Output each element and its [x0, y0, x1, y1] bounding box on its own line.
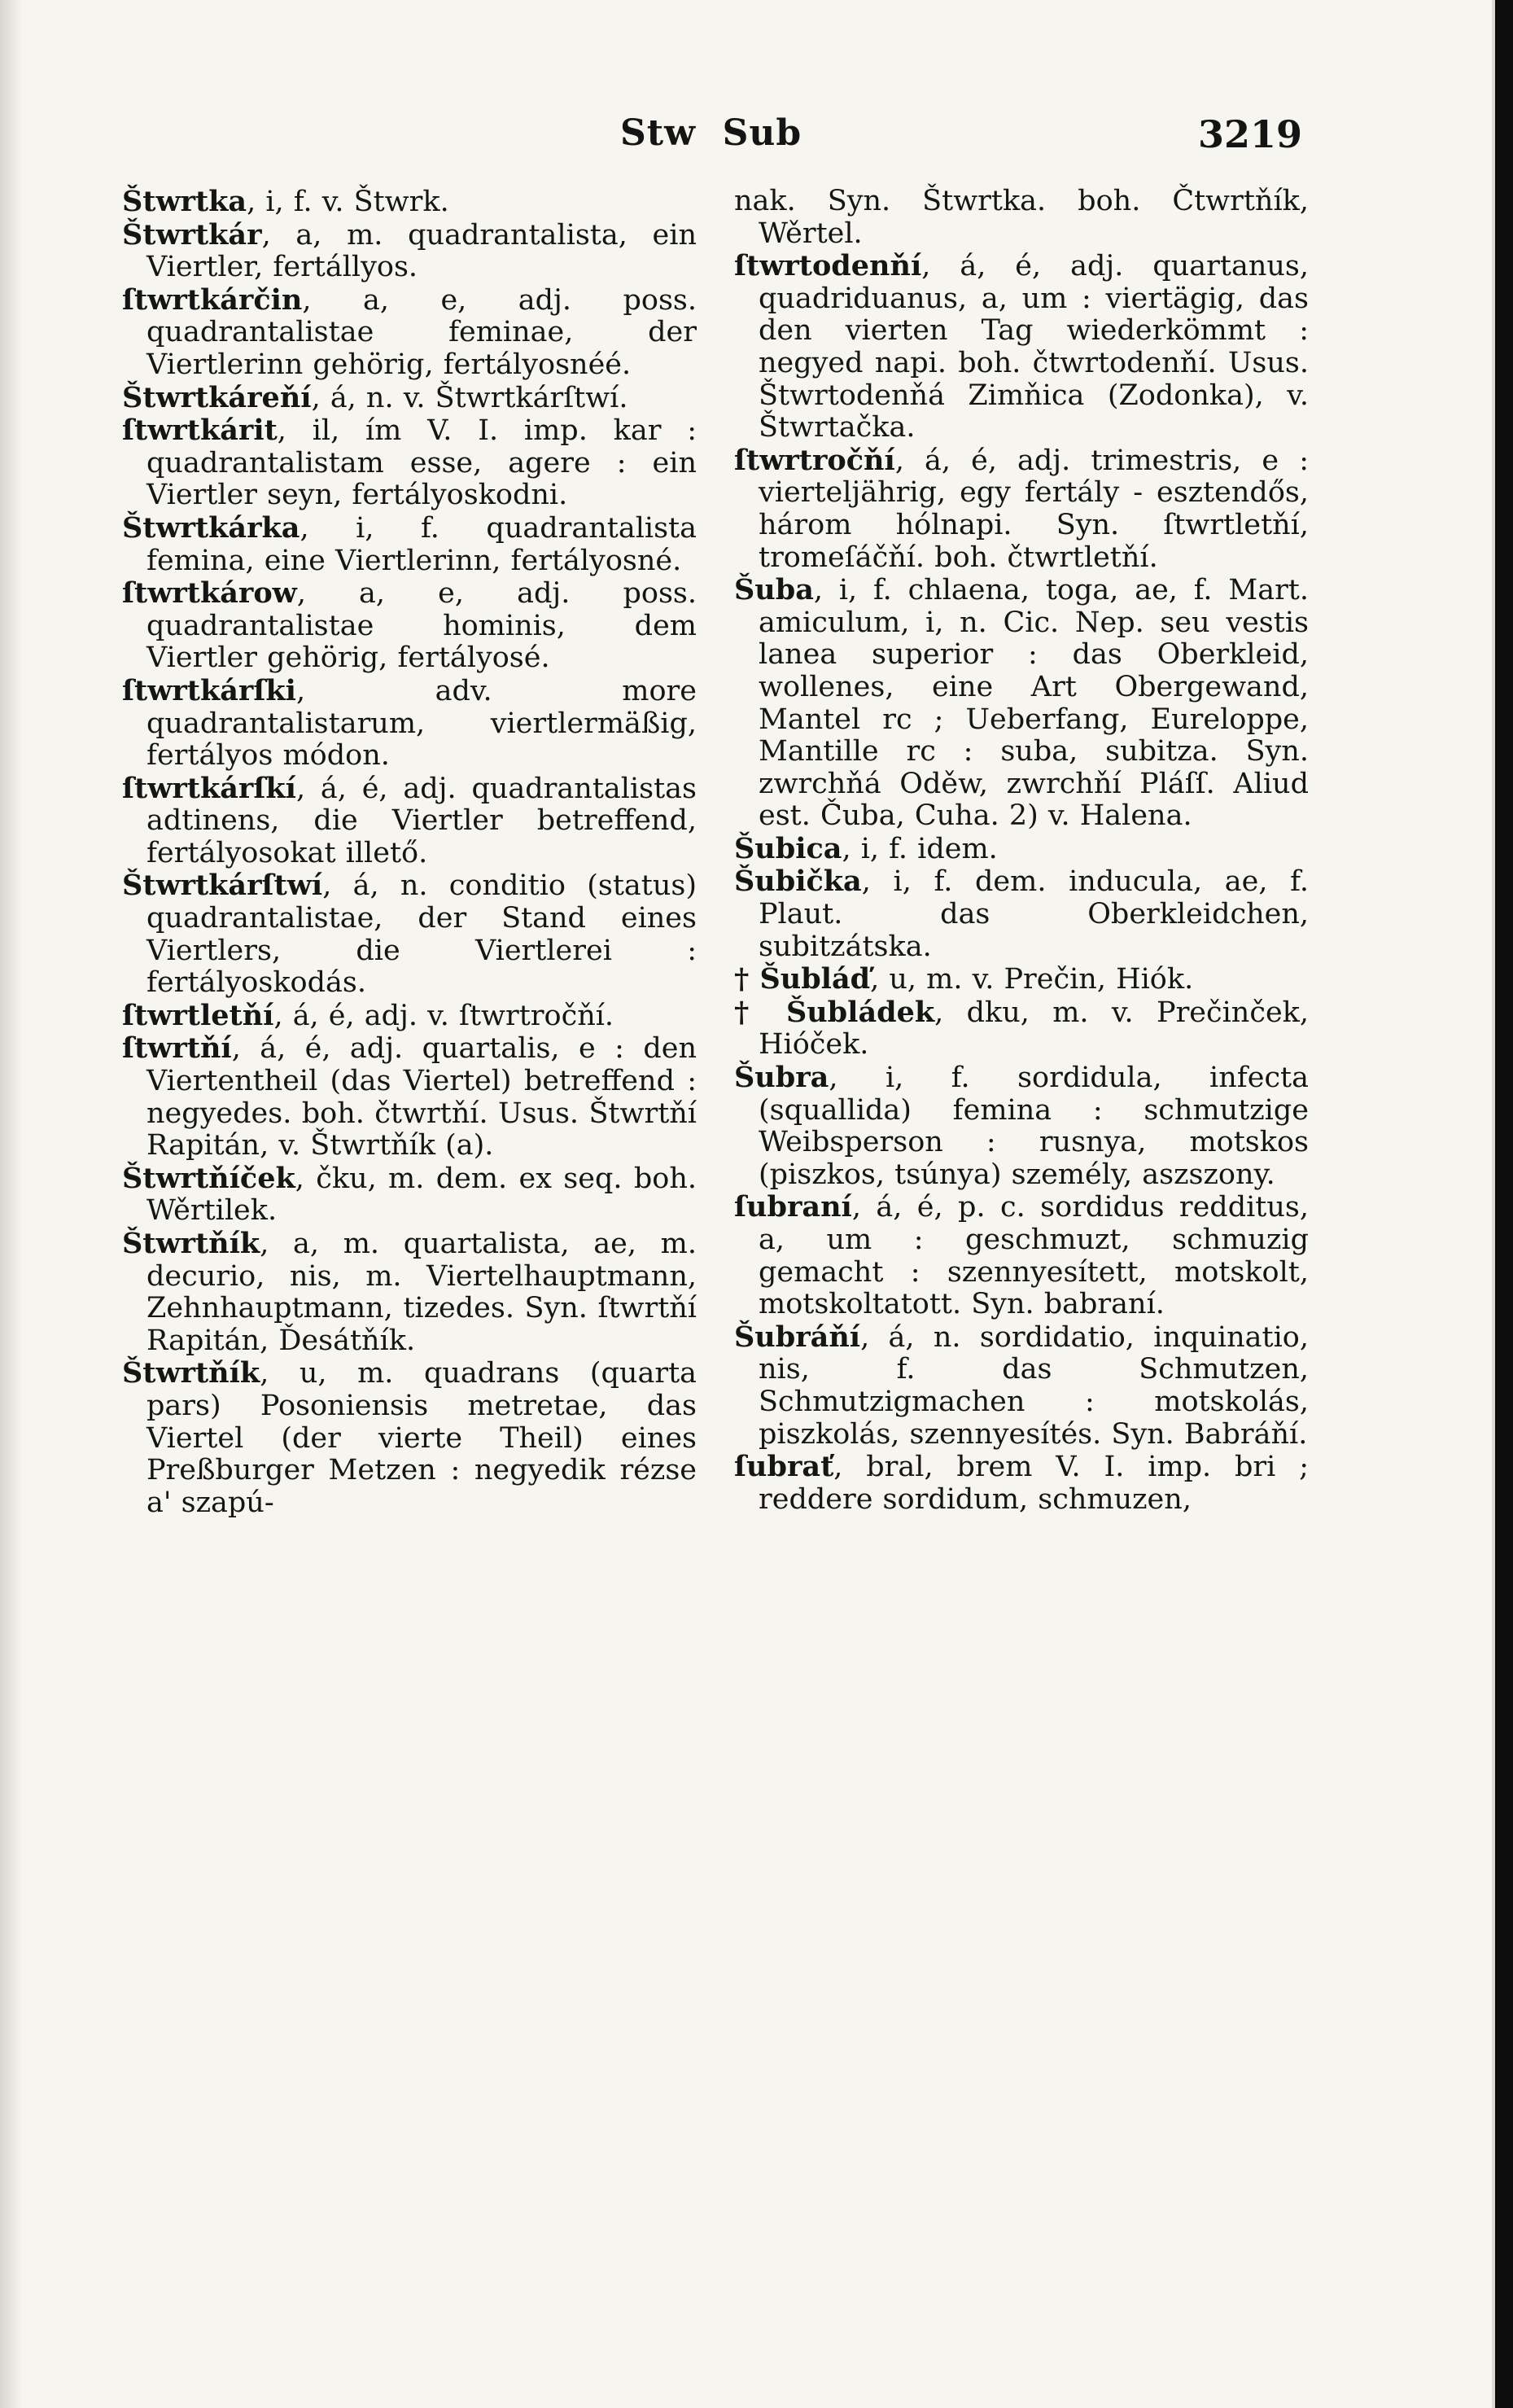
dictionary-entry [122, 284, 697, 382]
right-column [734, 186, 1309, 1516]
entry-definition: , á, n. sordidatio, inquinatio, nis, f. das Schmutzen, Schmutzigmachen : motskolás, piszkolás, szennyesítés. Syn. Babráňí. [759, 1320, 1309, 1451]
entry-headword: ſtwrtkárow [122, 576, 297, 611]
dictionary-entry [122, 414, 697, 512]
dictionary-entry [122, 1032, 697, 1162]
left-column [122, 186, 697, 1519]
entry-definition: , i, f. v. Štwrk. [247, 186, 449, 218]
entry-headword: ſtwrtodenňí [734, 249, 922, 283]
entry-definition: , á, n. conditio (status) quadrantalistae, der Stand eines Viertlers, die Viertlerei : fertályoskodás. [146, 869, 697, 1000]
entry-headword: Šubička [734, 865, 862, 899]
dictionary-entry [734, 996, 1309, 1062]
entry-headword: ſtwrtletňí [122, 998, 274, 1032]
entry-headword: ſtwrtkárčin [122, 282, 303, 317]
entry-definition: , á, n. v. Štwrtkárſtwí. [311, 381, 628, 414]
entry-definition: , a, m. quadrantalista, ein Viertler, fertállyos. [146, 218, 697, 284]
dictionary-entry [734, 1451, 1309, 1516]
entry-headword: Štwrtka [122, 185, 247, 218]
dictionary-entry [122, 1162, 697, 1228]
page-edge-border [1495, 0, 1513, 2408]
entry-headword: Štwrtkár [122, 217, 262, 252]
entry-definition: , á, é, adj. v. ſtwrtročňí. [273, 999, 614, 1032]
dictionary-entry [122, 577, 697, 675]
entry-headword: Štwrtňík [122, 1227, 260, 1260]
entry-definition: , a, e, adj. poss. quadrantalistae hominis, dem Viertler gehörig, fertályosé. [146, 577, 697, 675]
entry-headword: ſtwrtkárſki [122, 673, 296, 707]
entry-headword: Štwrtňík [122, 1356, 260, 1390]
page-header [122, 112, 1302, 177]
running-head: Stw Sub [620, 112, 802, 154]
entry-definition: , á, é, adj. quadrantalistas adtinens, die Viertler betreffend, fertályosokat illető. [146, 772, 697, 869]
entry-headword: ſubrať [734, 1450, 834, 1484]
entry-definition: , u, m. v. Prečin, Hiók. [870, 963, 1194, 996]
entry-definition: , adv. more quadrantalistarum, viertlermäßig, fertályos módon. [146, 674, 697, 773]
entry-headword: † Šubládek [734, 995, 935, 1029]
dictionary-entry [734, 865, 1309, 963]
entry-definition: , i, f. idem. [842, 832, 998, 865]
dictionary-entry [122, 1000, 697, 1033]
binding-shadow [0, 0, 23, 2408]
entry-definition: nak. Syn. Štwrtka. boh. Čtwrtňík, Wěrtel. [734, 185, 1309, 250]
entry-definition: , bral, brem V. I. imp. bri ; reddere sordidum, schmuzen, [759, 1451, 1309, 1516]
dictionary-entry [122, 773, 697, 870]
entry-headword: † Šubláď [734, 962, 871, 996]
entry-headword: ſtwrtňí [122, 1031, 232, 1066]
entry-headword: ſtwrtročňí [734, 443, 895, 477]
entry-headword: ſtwrtkárſkí [122, 771, 296, 805]
dictionary-entry [122, 1228, 697, 1357]
entry-headword: Šubica [734, 831, 842, 865]
entry-headword: Štwrtňíček [122, 1161, 295, 1195]
entry-headword: Šubra [734, 1061, 829, 1095]
entry-headword: ſtwrtkárit [122, 414, 278, 448]
dictionary-entry [734, 1191, 1309, 1320]
dictionary-entry [734, 1062, 1309, 1191]
entry-headword: Šubráňí [734, 1320, 861, 1354]
entry-headword: ſubraní [734, 1190, 852, 1224]
entry-definition: , i, f. dem. inducula, ae, f. Plaut. das Oberkleidchen, subitzátska. [759, 865, 1309, 963]
dictionary-entry [122, 869, 697, 999]
entry-definition: , dku, m. v. Prečinček, Hióček. [759, 996, 1309, 1062]
dictionary-entry [734, 186, 1309, 250]
entry-definition: , á, é, p. c. sordidus redditus, a, um : geschmuzt, schmuzig gemacht : szennyesített, motskolt, motskoltatott. Syn. babraní. [759, 1191, 1309, 1321]
entry-definition: , a, e, adj. poss. quadrantalistae feminae, der Viertlerinn gehörig, fertályosnéé. [146, 283, 697, 381]
entry-headword: Štwrtkárſtwí [122, 869, 323, 903]
entry-definition: , á, é, adj. quartanus, quadriduanus, a, um : viertägig, das den vierten Tag wiederkömmt : negyed napi. boh. čtwrtodenňí. Usus. Štwrtodenňá Zimňica (Zodonka), v. Štwrtačka. [759, 250, 1309, 444]
dictionary-entry [734, 1321, 1309, 1451]
dictionary-entry [734, 963, 1309, 996]
entry-definition: , i, f. sordidula, infecta (squallida) femina : schmutzige Weibsperson : rusnya, motskos (piszkos, tsúnya) személy, aszszony. [759, 1062, 1309, 1191]
entry-definition: , i, f. quadrantalista femina, eine Viertlerinn, fertályosné. [146, 511, 697, 577]
dictionary-entry [122, 186, 697, 219]
entry-definition: , u, m. quadrans (quarta pars) Posoniensis metretae, das Viertel (der vierte Theil) eines Preßburger Metzen : negyedik rézse a' szapú- [146, 1357, 697, 1519]
dictionary-entry [122, 675, 697, 773]
entry-definition: , čku, m. dem. ex seq. boh. Wěrtilek. [146, 1162, 697, 1228]
entry-headword: Štwrtkárka [122, 510, 300, 545]
entry-headword: Štwrtkáreňí [122, 380, 312, 414]
dictionary-entry [734, 444, 1309, 574]
dictionary-entry [122, 1357, 697, 1519]
entry-definition: , á, é, adj. quartalis, e : den Viertentheil (das Viertel) betreffend : negyedes. boh. čtwrtňí. Usus. Štwrtňí Rapitán, v. Štwrtňík (a). [146, 1032, 697, 1162]
dictionary-entry [122, 512, 697, 577]
dictionary-entry [122, 219, 697, 284]
dictionary-entry [734, 833, 1309, 866]
dictionary-entry [734, 574, 1309, 833]
entry-definition: , a, m. quartalista, ae, m. decurio, nis, m. Viertelhauptmann, Zehnhauptmann, tizedes. Syn. ſtwrtňí Rapitán, Ďesátňík. [146, 1228, 697, 1357]
entry-definition: , il, ím V. I. imp. kar : quadrantalistam esse, agere : ein Viertler seyn, fertályoskodni. [146, 414, 697, 512]
dictionary-entry [122, 382, 697, 415]
entry-headword: Šuba [734, 573, 814, 607]
entry-definition: , á, é, adj. trimestris, e : vierteljährig, egy fertály - esztendős, három hólnapi. Syn. ſtwrtletňí, tromeſáčňí. boh. čtwrtletňí. [759, 444, 1309, 574]
entry-definition: , i, f. chlaena, toga, ae, f. Mart. amiculum, i, n. Cic. Nep. seu vestis lanea superior : das Oberkleid, wollenes, eine Art Obergewand, Mantel rc ; Ueberfang, Eureloppe, Mantille rc : suba, subitza. Syn. zwrchňá Oděw, zwrchňí Pláſſ. Aliud est. Čuba, Cuha. 2) v. Halena. [759, 574, 1309, 833]
dictionary-entry [734, 250, 1309, 444]
page-number: 3219 [1197, 112, 1302, 156]
